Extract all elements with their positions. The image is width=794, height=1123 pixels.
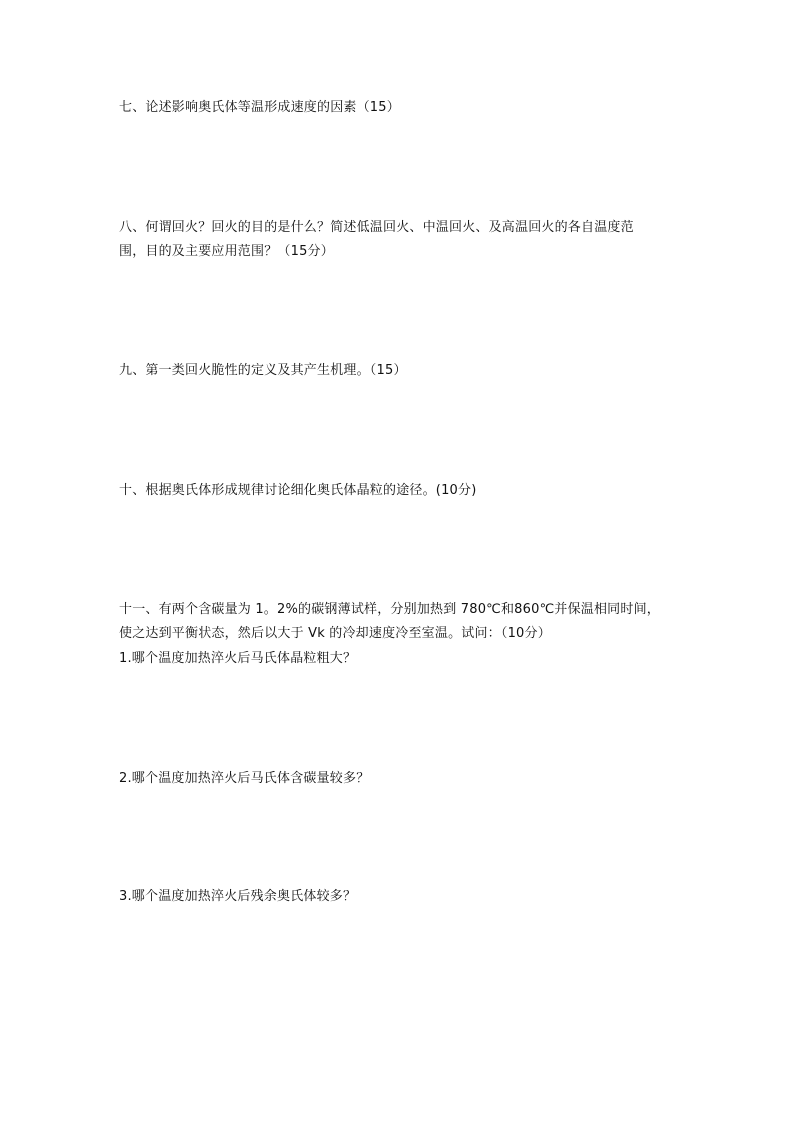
question-9: 九、第一类回火脆性的定义及其产生机理。（15） [119, 363, 407, 378]
question-11-line-2: 使之达到平衡状态，然后以大于 Vk 的冷却速度冷至室温。试问：（10分） [119, 626, 551, 641]
question-11-sub-2: 2.哪个温度加热淬火后马氏体含碳量较多？ [119, 771, 370, 786]
question-11-sub-1: 1.哪个温度加热淬火后马氏体晶粒粗大？ [119, 651, 357, 666]
question-10: 十、根据奥氏体形成规律讨论细化奥氏体晶粒的途径。(10分) [119, 483, 477, 498]
question-11-line-1: 十一、有两个含碳量为 1。2%的碳钢薄试样，分别加热到 780℃和860℃并保温相同时间， [119, 602, 660, 617]
question-11-sub-3: 3.哪个温度加热淬火后残余奥氏体较多？ [119, 889, 357, 904]
question-8-line-2: 围，目的及主要应用范围？（15分） [119, 244, 334, 259]
question-7: 七、论述影响奥氏体等温形成速度的因素（15） [119, 100, 400, 115]
question-8-line-1: 八、何谓回火？回火的目的是什么？简述低温回火、中温回火、及高温回火的各自温度范 [119, 220, 634, 235]
